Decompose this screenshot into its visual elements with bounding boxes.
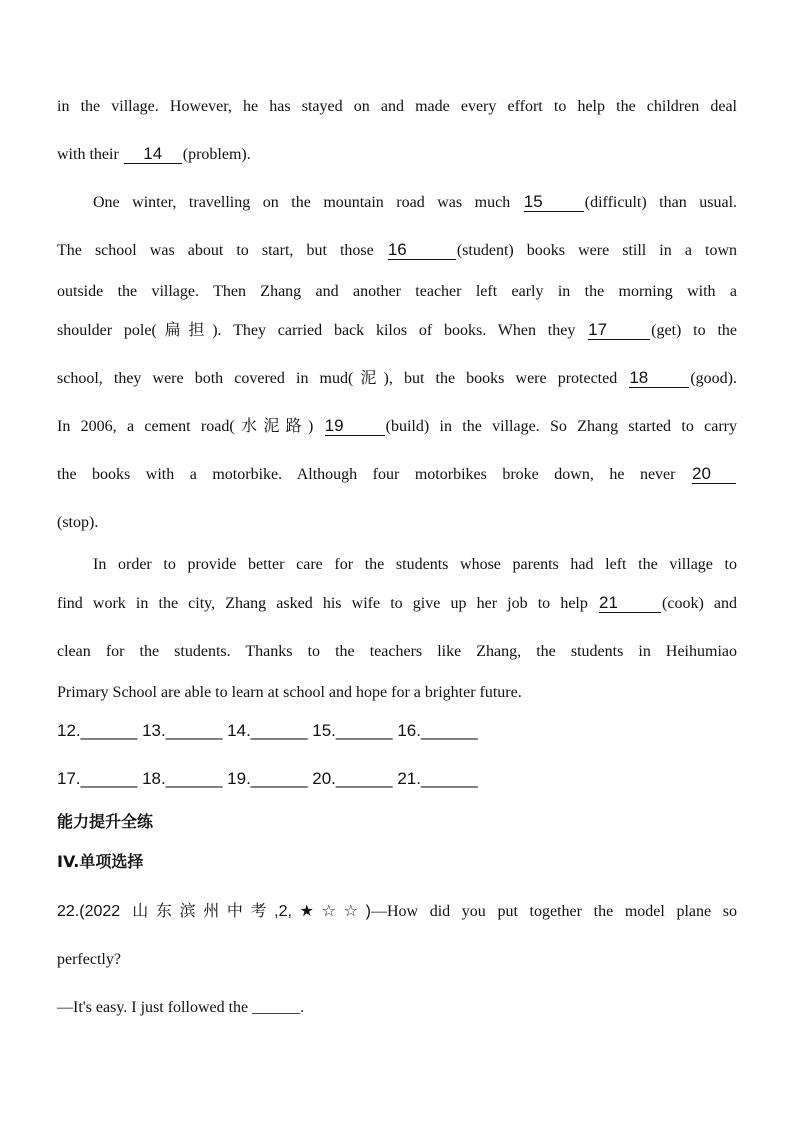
passage-text: One winter, travelling on the mountain road was much bbox=[93, 194, 511, 211]
passage-text: The school was about to start, but those bbox=[57, 242, 374, 259]
answer-row-1[interactable]: 12.______ 13.______ 14.______ 15.______ 16.______ bbox=[57, 721, 478, 740]
question-22-line-1 bbox=[57, 902, 737, 922]
passage-line-11: In order to provide better care for the students whose parents had left the village to bbox=[93, 556, 737, 573]
passage-text: find work in the city, Zhang asked his wife to give up her job to help bbox=[57, 595, 588, 612]
passage-text: (student) books were still in a town bbox=[456, 242, 737, 259]
passage-text: (get) to the bbox=[651, 322, 737, 339]
blank-15[interactable]: 15 bbox=[524, 193, 584, 212]
question-source: 22.(2022 山东滨州中考,2,★☆☆) bbox=[57, 903, 371, 920]
section-title: 能力提升全练 bbox=[57, 812, 154, 831]
passage-text: (difficult) than usual. bbox=[584, 194, 738, 211]
passage-text: (build) in the village. So Zhang started to carry bbox=[385, 418, 738, 435]
passage-line-10: (stop). bbox=[57, 514, 99, 531]
passage-line-2 bbox=[57, 145, 737, 165]
passage-line-14: Primary School are able to learn at school and hope for a brighter future. bbox=[57, 684, 522, 701]
passage-text: In 2006, a cement road(水泥路) bbox=[57, 418, 314, 435]
passage-line-13: clean for the students. Thanks to the teachers like Zhang, the students in Heihumiao bbox=[57, 643, 737, 660]
passage-line-5: outside the village. Then Zhang and another teacher left early in the morning with a bbox=[57, 283, 737, 300]
passage-text: (cook) and bbox=[662, 595, 738, 612]
answer-row-2[interactable]: 17.______ 18.______ 19.______ 20.______ 21.______ bbox=[57, 769, 478, 788]
passage-line-3 bbox=[93, 193, 737, 213]
passage-line-4 bbox=[57, 241, 737, 261]
passage-line-12 bbox=[57, 594, 737, 614]
blank-19[interactable]: 19 bbox=[325, 417, 385, 436]
passage-line-7 bbox=[57, 369, 737, 389]
passage-text: with their bbox=[57, 146, 119, 163]
question-22-line-2: perfectly? bbox=[57, 951, 121, 968]
blank-20[interactable]: 20 bbox=[692, 465, 736, 484]
blank-14[interactable]: 14 bbox=[124, 145, 182, 164]
passage-text: the books with a motorbike. Although four motorbikes broke down, he never bbox=[57, 466, 676, 483]
passage-line-1: in the village. However, he has stayed on and made every effort to help the children deal bbox=[57, 98, 737, 115]
passage-text: (good). bbox=[690, 370, 737, 387]
passage-text: shoulder pole(扁担). They carried back kilos of books. When they bbox=[57, 322, 576, 339]
blank-17[interactable]: 17 bbox=[588, 321, 650, 340]
passage-text: (problem). bbox=[182, 146, 251, 163]
blank-18[interactable]: 18 bbox=[629, 369, 689, 388]
question-22-line-3: —It's easy. I just followed the ______. bbox=[57, 999, 305, 1016]
passage-line-8 bbox=[57, 417, 737, 437]
passage-line-6 bbox=[57, 321, 737, 341]
question-text: —How did you put together the model plane so bbox=[370, 903, 737, 920]
section-subtitle: IV.单项选择 bbox=[57, 852, 144, 871]
passage-text: school, they were both covered in mud(泥), but the books were protected bbox=[57, 370, 618, 387]
passage-line-9 bbox=[57, 465, 737, 485]
blank-16[interactable]: 16 bbox=[388, 241, 456, 260]
blank-21[interactable]: 21 bbox=[599, 594, 661, 613]
